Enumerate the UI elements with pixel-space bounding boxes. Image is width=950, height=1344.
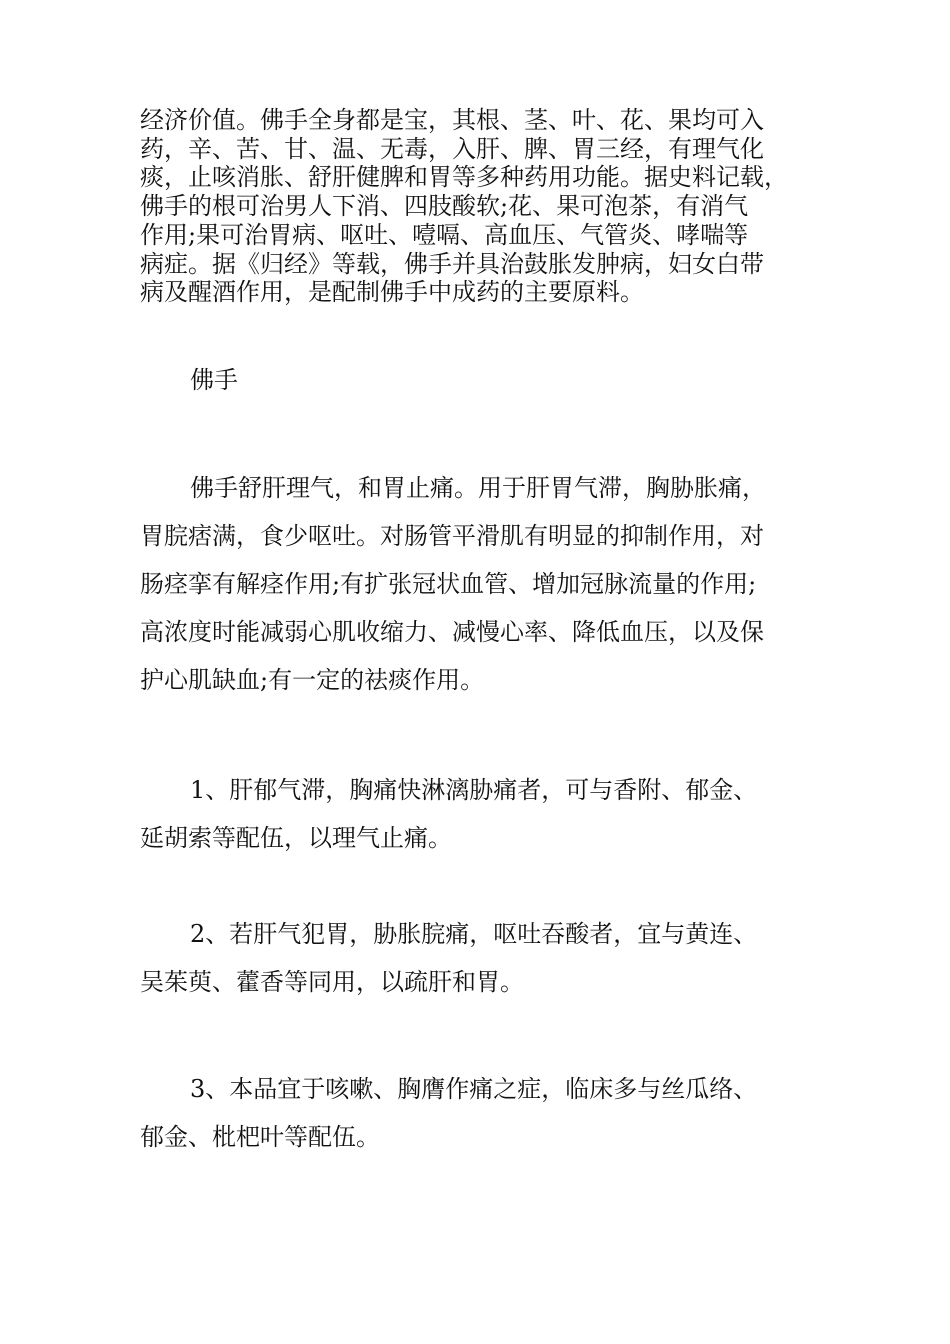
text-line: 郁金、枇杷叶等配伍。 — [140, 1123, 380, 1151]
heading-text: 佛手 — [190, 366, 238, 394]
text-line: 2、若肝气犯胃，胁胀脘痛，呕吐吞酸者，宜与黄连、 — [190, 920, 758, 948]
text-line: 病及醒酒作用，是配制佛手中成药的主要原料。 — [140, 278, 644, 307]
text-line: 吴茱萸、藿香等同用，以疏肝和胃。 — [140, 968, 524, 996]
intro-paragraph — [140, 106, 820, 307]
text-line: 3、本品宜于咳嗽、胸膺作痛之症，临床多与丝瓜络、 — [190, 1075, 758, 1103]
text-line: 高浓度时能减弱心肌收缩力、减慢心率、降低血压，以及保 — [140, 618, 764, 646]
section-heading — [140, 356, 820, 404]
list-item-1 — [140, 766, 820, 862]
text-line: 胃脘痞满，食少呕吐。对肠管平滑肌有明显的抑制作用，对 — [140, 522, 764, 550]
effects-paragraph — [140, 464, 820, 704]
text-line: 护心肌缺血;有一定的祛痰作用。 — [140, 666, 485, 694]
text-line: 作用;果可治胃病、呕吐、噎嗝、高血压、气管炎、哮喘等 — [140, 220, 749, 249]
text-line: 肠痉挛有解痉作用;有扩张冠状血管、增加冠脉流量的作用; — [140, 570, 757, 598]
text-line: 痰，止咳消胀、舒肝健脾和胃等多种药用功能。据史料记载， — [140, 163, 788, 192]
text-line: 药，辛、苦、甘、温、无毒，入肝、脾、胃三经，有理气化 — [140, 134, 764, 163]
text-line: 1、肝郁气滞，胸痛快淋漓胁痛者，可与香附、郁金、 — [190, 776, 758, 804]
text-line: 延胡索等配伍，以理气止痛。 — [140, 824, 452, 852]
text-line: 病症。据《归经》等载，佛手并具治鼓胀发肿病，妇女白带 — [140, 249, 764, 278]
text-line: 佛手的根可治男人下消、四肢酸软;花、果可泡茶，有消气 — [140, 192, 749, 221]
list-item-3 — [140, 1065, 820, 1161]
list-item-2 — [140, 910, 820, 1006]
text-line: 佛手舒肝理气，和胃止痛。用于肝胃气滞，胸胁胀痛， — [190, 474, 766, 502]
text-line: 经济价值。佛手全身都是宝，其根、茎、叶、花、果均可入 — [140, 106, 764, 134]
